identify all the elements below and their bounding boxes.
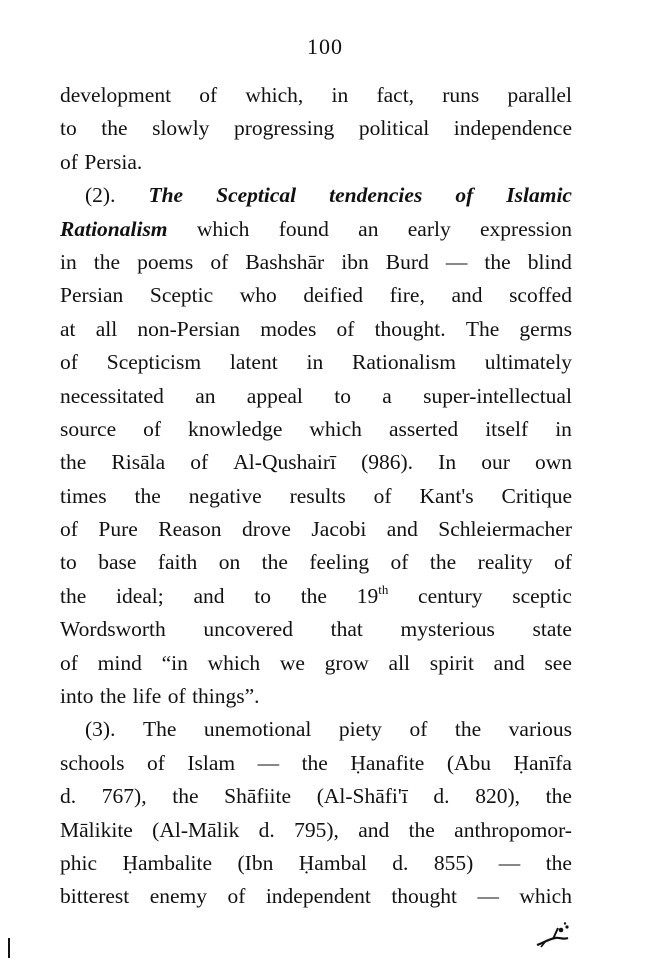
word: Sceptic — [149, 283, 214, 308]
word: mind — [97, 650, 142, 675]
word: negative — [188, 483, 262, 508]
word: to — [60, 550, 77, 575]
word: Islamic — [506, 183, 572, 208]
word: appeal — [246, 383, 303, 408]
word: — — [445, 249, 468, 274]
word: Ḥanafite — [350, 750, 425, 775]
word: Islam — [187, 750, 236, 775]
word: scoffed — [509, 283, 572, 308]
word: super-intellectual — [423, 383, 572, 408]
word: blind — [527, 249, 572, 274]
word: the — [60, 583, 87, 608]
word: 19 — [356, 583, 379, 608]
word: reality — [477, 550, 533, 575]
word: deified — [303, 283, 364, 308]
word: “in — [161, 650, 188, 675]
word: of — [146, 750, 165, 775]
word: piety — [338, 717, 382, 742]
word: faith — [157, 550, 198, 575]
word: phic — [60, 850, 98, 875]
word: which, — [245, 83, 304, 107]
word: Bashshār — [245, 249, 325, 274]
word: (3). — [85, 717, 116, 742]
word: grow — [324, 650, 369, 675]
word: of — [190, 450, 209, 475]
word: that — [330, 617, 363, 642]
text-line-23 — [60, 814, 572, 847]
word: — — [477, 884, 499, 909]
word: (2). — [85, 183, 116, 208]
word: unemotional — [203, 717, 312, 742]
word: Wordsworth — [60, 617, 166, 642]
word: d. — [258, 817, 275, 842]
word: life — [132, 684, 162, 709]
word: expression — [480, 216, 572, 241]
word: Ḥambal — [298, 850, 367, 875]
text-line-16 — [60, 580, 572, 613]
word: base — [98, 550, 137, 575]
word: own — [534, 450, 572, 475]
word: of — [554, 550, 572, 575]
word: — — [498, 850, 521, 875]
text-line-25 — [60, 880, 572, 913]
word: see — [544, 650, 572, 675]
text-line-7 — [60, 279, 572, 312]
word: early — [407, 216, 451, 241]
word: thought — [391, 884, 458, 909]
word: (986). — [361, 450, 414, 475]
text-line-4 — [60, 179, 572, 212]
word: bitterest — [60, 884, 130, 909]
word: Rationalism — [60, 216, 168, 241]
word: Mālikite — [60, 817, 133, 842]
word: which — [196, 216, 250, 241]
word: The — [142, 717, 177, 742]
word: to — [334, 383, 351, 408]
word: all — [388, 650, 411, 675]
text-line-22 — [60, 780, 572, 813]
word: of — [60, 350, 78, 375]
word: of — [143, 416, 162, 441]
text-line-17 — [60, 613, 572, 646]
text-line-9 — [60, 346, 572, 379]
word: uncovered — [203, 617, 293, 642]
word: d. — [392, 850, 409, 875]
word: fire, — [389, 283, 425, 308]
text-line-8 — [60, 313, 572, 346]
word: of — [373, 483, 392, 508]
word: the — [300, 583, 327, 608]
word: of — [336, 316, 355, 341]
ornament-icon — [535, 921, 571, 949]
word: thought. — [374, 316, 446, 341]
word: Critique — [501, 483, 572, 508]
word: things”. — [192, 684, 260, 709]
text-line-2 — [60, 112, 572, 145]
word: source — [60, 416, 117, 441]
word: of — [199, 83, 218, 107]
word: of — [60, 517, 78, 542]
word: which — [309, 416, 362, 441]
word: germs — [519, 316, 572, 341]
word: and — [358, 817, 390, 842]
text-line-13 — [60, 480, 572, 513]
word: the — [301, 750, 328, 775]
text-line-5 — [60, 213, 572, 246]
word: results — [289, 483, 346, 508]
word: the — [134, 483, 161, 508]
word: the — [60, 450, 87, 475]
word: enemy — [149, 884, 208, 909]
word: and — [451, 283, 483, 308]
word: in — [555, 416, 572, 441]
word: and — [493, 650, 525, 675]
word: to — [60, 116, 77, 141]
word: state — [532, 617, 572, 642]
text-line-12 — [60, 446, 572, 479]
word: the — [261, 550, 288, 575]
word: the — [101, 116, 128, 141]
word: development — [60, 83, 172, 107]
word: 795), — [294, 817, 339, 842]
word: Risāla — [111, 450, 166, 475]
word: (Al-Shāfi'ī — [316, 784, 408, 809]
word: Pure — [98, 517, 138, 542]
word: the — [172, 784, 199, 809]
body-text — [60, 79, 572, 914]
word: the — [93, 249, 121, 274]
word: progressing — [233, 116, 335, 141]
word: into — [60, 684, 94, 709]
word: the — [545, 850, 572, 875]
word: Al-Qushairī — [233, 450, 336, 475]
word: Jacobi — [311, 517, 367, 542]
word: mysterious — [400, 617, 495, 642]
text-line-1 — [60, 79, 572, 112]
word: Persian — [60, 283, 124, 308]
word: fact, — [376, 83, 415, 107]
word: of — [455, 183, 474, 208]
word: an — [195, 383, 216, 408]
word: an — [358, 216, 379, 241]
word: the — [408, 817, 435, 842]
word: on — [218, 550, 241, 575]
word: Scepticism — [106, 350, 202, 375]
word: (Abu — [446, 750, 491, 775]
word: spirit — [429, 650, 474, 675]
page-number: 100 — [307, 34, 343, 59]
word: 855) — [433, 850, 474, 875]
text-line-24 — [60, 847, 572, 880]
word: various — [508, 717, 572, 742]
word: Persia. — [84, 149, 143, 174]
word: Ḥanīfa — [513, 750, 572, 775]
word: ibn — [341, 249, 369, 274]
margin-mark — [8, 938, 10, 958]
word: political — [358, 116, 430, 141]
word: anthropomor- — [454, 817, 572, 842]
word: in — [331, 83, 349, 107]
word: non-Persian — [137, 316, 241, 341]
text-line-11 — [60, 413, 572, 446]
word: the — [99, 684, 127, 709]
text-line-19 — [60, 680, 572, 713]
word: knowledge — [188, 416, 283, 441]
century-number — [357, 580, 389, 613]
word: independent — [265, 884, 371, 909]
word: of — [227, 884, 246, 909]
word: Schleiermacher — [438, 517, 572, 542]
word: Sceptical — [216, 183, 297, 208]
text-line-10 — [60, 380, 572, 413]
word: the — [484, 249, 511, 274]
word: feeling — [309, 550, 370, 575]
word: schools — [60, 750, 125, 775]
word: (Al-Mālik — [152, 817, 240, 842]
word: necessitated — [60, 383, 164, 408]
word: a — [382, 383, 392, 408]
word: slowly — [152, 116, 210, 141]
word: itself — [485, 416, 529, 441]
text-line-6 — [60, 246, 572, 279]
word: Reason — [158, 517, 222, 542]
word: independence — [453, 116, 572, 141]
word: modes — [260, 316, 317, 341]
word: our — [481, 450, 510, 475]
word: which — [207, 650, 261, 675]
word: century — [418, 583, 483, 608]
word: who — [239, 283, 277, 308]
word: we — [279, 650, 305, 675]
word: and — [193, 583, 225, 608]
word: of — [210, 249, 229, 274]
word: which — [519, 884, 572, 909]
word: times — [60, 483, 107, 508]
word: ultimately — [484, 350, 572, 375]
word: asserted — [388, 416, 459, 441]
text-line-15 — [60, 546, 572, 579]
word: (Ibn — [237, 850, 274, 875]
word: tendencies — [329, 183, 423, 208]
word: Rationalism — [352, 350, 456, 375]
word: and — [386, 517, 418, 542]
word: runs — [442, 83, 480, 107]
word: of — [60, 650, 78, 675]
ordinal-suffix: th — [378, 581, 389, 597]
word: the — [545, 784, 572, 809]
word: poems — [137, 249, 194, 274]
word: the — [429, 550, 457, 575]
text-line-18 — [60, 647, 572, 680]
word: Ḥambalite — [122, 850, 213, 875]
word: sceptic — [512, 583, 572, 608]
word: of — [60, 149, 78, 174]
word: in — [60, 249, 77, 274]
text-line-3 — [60, 146, 572, 179]
word: Kant's — [419, 483, 474, 508]
word: d. — [433, 784, 450, 809]
word: latent — [229, 350, 278, 375]
word: parallel — [507, 83, 572, 107]
word: Burd — [385, 249, 429, 274]
word: the — [454, 717, 482, 742]
word: — — [257, 750, 280, 775]
text-line-20 — [60, 713, 572, 746]
word: 820), — [475, 784, 520, 809]
word: at — [60, 316, 76, 341]
word: in — [306, 350, 324, 375]
word: found — [278, 216, 329, 241]
word: ideal; — [116, 583, 164, 608]
word: to — [254, 583, 271, 608]
word: 767), — [101, 784, 147, 809]
word: all — [95, 316, 118, 341]
word: of — [390, 550, 409, 575]
word: drove — [242, 517, 291, 542]
word: The — [465, 316, 500, 341]
word: The — [148, 183, 184, 208]
text-line-21 — [60, 747, 572, 780]
text-line-14 — [60, 513, 572, 546]
word: of — [409, 717, 428, 742]
word: d. — [60, 784, 77, 809]
word: In — [438, 450, 457, 475]
word: Shāfiite — [224, 784, 292, 809]
word: of — [167, 684, 186, 709]
